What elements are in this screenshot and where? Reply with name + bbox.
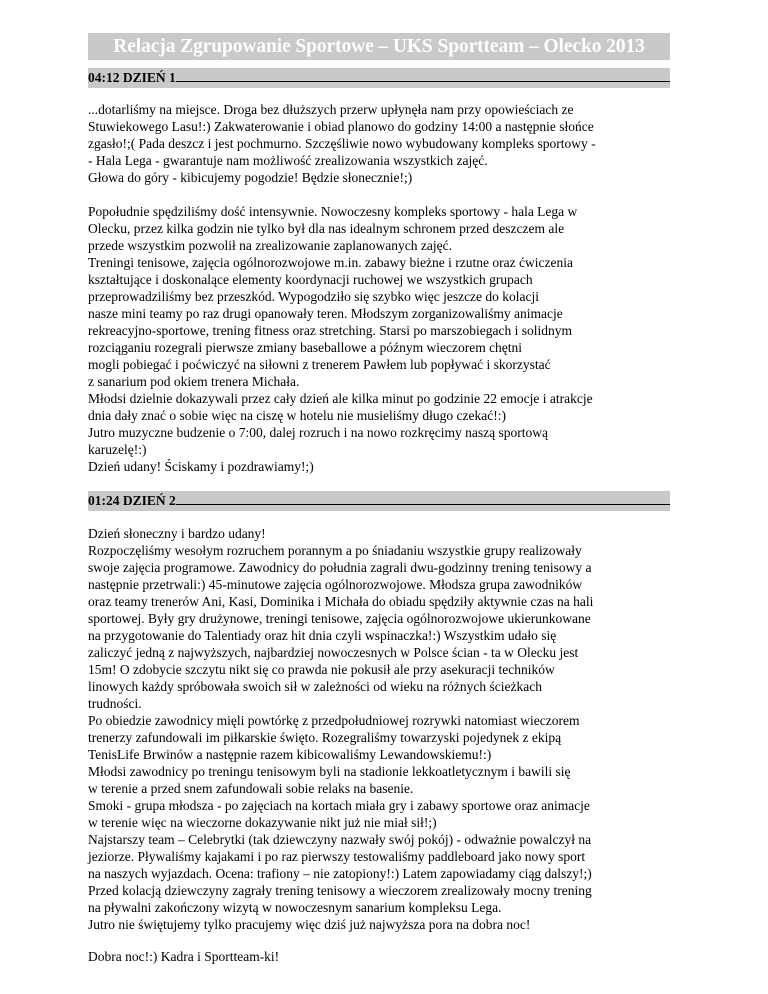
day-2-paragraph-1: Dzień słoneczny i bardzo udany! Rozpoczęliśmy wesołym rozruchem porannym a po śniadaniu wszystkie grupy realizowały swoje zajęcia programowe. Zawodnicy do południa zagrali dwu-godzinny trening tenisowy a następnie przetrwali:) 45-minutowe zajęcia ogólnorozwojowe. Młodsza grupa zawodników oraz teamy trenerów Ani, Kasi, Dominika i Michała do obiadu spędziły aktywnie czas na hali sportowej. Były gry drużynowe, treningi tenisowe, zajęcia ogólnorozwojowe ukierunkowane na przygotowanie do Talentiady oraz hit dnia czyli wspinaczka!:) Wszystkim udało się zaliczyć jedną z najwyższych, najbardziej nowoczesnych w Polsce ścian - ta w Olecku jest 15m! O zdobycie szczytu nikt się co prawda nie pokusił ale przy asekuracji techników linowych każdy spróbowała swoich sił w zależności od wieku na różnych ścieżkach trudności. Po obiedzie zawodnicy mięli powtórkę z przedpołudniowej rozrywki natomiast wieczorem trenerzy zafundowali im piłkarskie święto. Rozegraliśmy towarzyski pojedynek z ekipą TenisLife Brwinów a następnie razem kibicowaliśmy Lewandowskiemu!:) Młodsi zawodnicy po treningu tenisowym byli na stadionie lekkoatletycznym i bawili się w terenie a przed snem zafundowali sobie relaks na basenie. Smoki - grupa młodsza - po zajęciach na kortach miała gry i zabawy sportowe oraz animacje w terenie więc na wieczorne dokazywanie nikt już nie miał sił!;) Najstarszy team – Celebrytki (tak dziewczyny nazwały swój pokój) - odważnie powalczył na jeziorze. Pływaliśmy kajakami i po raz pierwszy testowaliśmy paddleboard jako nowy sport na naszych wyjazdach. Ocena: trafiony – nie zatopiony!:) Latem zapowiadamy ciąg dalszy!;) Przed kolacją dziewczyny zagrały trening tenisowy a wieczorem zrealizowały mocny trening na pływalni zakończony wizytą w nowoczesnym sanarium kompleksu Lega. Jutro nie świętujemy tylko pracujemy więc dziś już najwyższa pora na dobra noc! (88, 526, 594, 932)
day-1-paragraph-3: Dzień udany! Ściskamy i pozdrawiamy!;) (88, 459, 314, 474)
day-1-label: DZIEŃ 1 (122, 70, 176, 85)
day-1-paragraph-1: ...dotarliśmy na miejsce. Droga bez dłuższych przerw upłynęła nam przy opowieściach ze Stuwiekowego Lasu!:) Zakwaterowanie i obiad planowo do godziny 14:00 a następnie słońce zgasło!;( Pada deszcz i jest pochmurno. Szczęśliwie nowo wybudowany kompleks sportowy - - Hala Lega - gwarantuje nam możliwość zrealizowania wszystkich zajęć. Głowa do góry - kibicujemy pogodzie! Będzie słonecznie!;) (88, 102, 596, 185)
day-1-paragraph-2: Popołudnie spędziliśmy dość intensywnie. Nowoczesny kompleks sportowy - hala Lega w Olecku, przez kilka godzin nie tylko był dla nas idealnym schronem przed deszczem ale przede wszystkim pozwolił na zrealizowanie zaplanowanych zajęć. Treningi tenisowe, zajęcia ogólnorozwojowe m.in. zabawy bieżne i rzutne oraz ćwiczenia kształtujące i doskonalące elementy koordynacji ruchowej we wszystkich grupach przeprowadziliśmy bez przeszkód. Wypogodziło się szybko więc jeszcze do kolacji nasze mini teamy po raz drugi opanowały teren. Młodszym zorganizowaliśmy animacje rekreacyjno-sportowe, trening fitness oraz stretching. Starsi po marszobiegach i solidnym rozciąganiu rozegrali pierwsze zmiany baseballowe a późnym wieczorem chętni mogli pobiegać i poćwiczyć na siłowni z trenerem Pawłem lub popływać i skorzystać z sanarium pod okiem trenera Michała. Młodsi dzielnie dokazywali przez cały dzień ale kilka minut po godzinie 22 emocje i atrakcje dnia dały znać o sobie więc na ciszę w hotelu nie musieliśmy długo czekać!:) Jutro muzyczne budzenie o 7:00, dalej rozruch i na nowo rozkręcimy naszą sportową karuzelę!:) (88, 204, 593, 457)
day-2-time: 01:24 (88, 493, 120, 508)
day-2-underline (176, 491, 670, 505)
day-2-header (88, 491, 670, 511)
document-title: Relacja Zgrupowanie Sportowe – UKS Sportteam – Olecko 2013 (88, 33, 670, 60)
day-1-time: 04:12 (88, 70, 120, 85)
day-1-underline (176, 68, 670, 82)
day-1-header (88, 68, 670, 88)
day-2-label: DZIEŃ 2 (122, 493, 176, 508)
day-2-paragraph-2: Dobra noc!:) Kadra i Sportteam-ki! (88, 949, 280, 964)
